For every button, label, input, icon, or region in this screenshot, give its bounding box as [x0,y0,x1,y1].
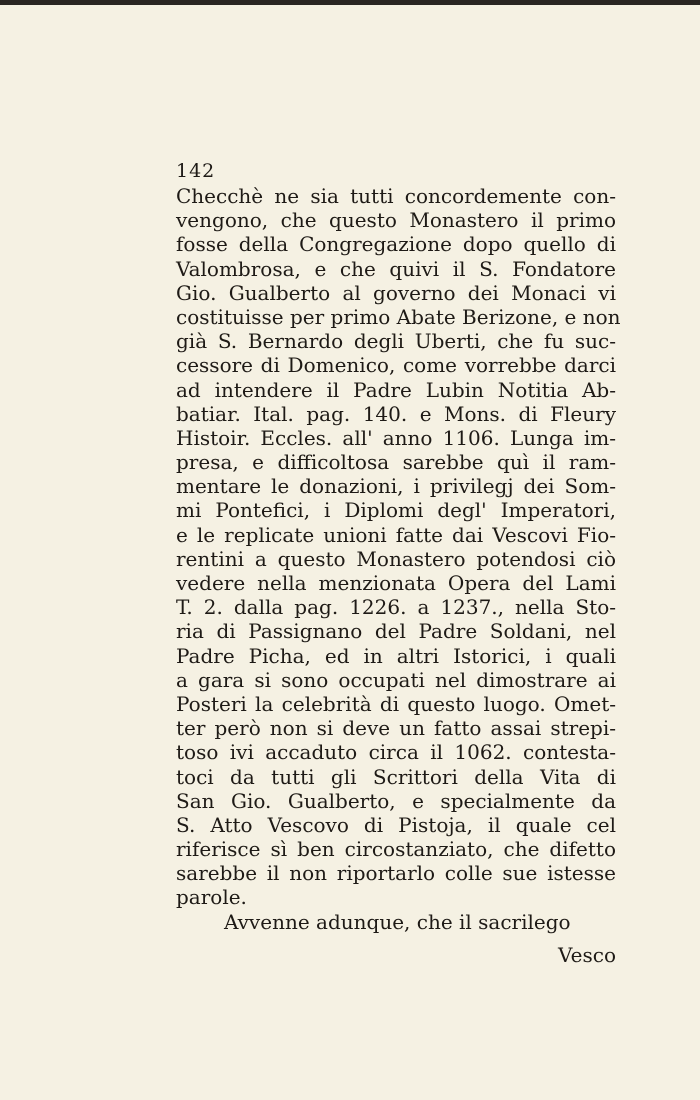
catchword: Vesco [558,943,616,967]
text-line: mentare le donazioni, i privilegj dei Som- [176,474,616,499]
text-line: presa, e difficoltosa sarebbe quì il ram- [176,450,616,475]
text-block [176,184,621,934]
text-line: S. Atto Vescovo di Pistoja, il quale cel [176,812,616,837]
text-line: costituisse per primo Abate Berizone, e non [176,304,621,329]
text-line: Histoir. Eccles. all' anno 1106. Lunga im- [176,425,616,450]
text-line: T. 2. dalla pag. 1226. a 1237., nella Sto- [176,595,616,620]
text-line: ad intendere il Padre Lubin Notitia Ab- [176,377,616,402]
text-line: già S. Bernardo degli Uberti, che fu suc- [176,329,616,354]
text-line: Padre Picha, ed in altri Istorici, i quali [176,643,616,668]
text-line: toso ivi accaduto circa il 1062. contesta- [176,740,616,765]
text-line-new-paragraph: Avvenne adunque, che il sacrilego [224,909,571,934]
text-line: Gio. Gualberto al governo dei Monaci vi [176,280,616,305]
text-line: sarebbe il non riportarlo colle sue istesse [176,861,616,886]
text-line: ria di Passignano del Padre Soldani, nel [176,619,616,644]
text-line: Checchè ne sia tutti concordemente con- [176,184,616,208]
text-line: mi Pontefici, i Diplomi degl' Imperatori, [176,498,616,523]
text-line: a gara si sono occupati nel dimostrare ai [176,667,616,692]
page-number: 142 [176,160,216,182]
text-line: cessore di Domenico, come vorrebbe darci [176,353,616,378]
text-line: rentini a questo Monastero potendosi ciò [176,546,616,571]
text-line: Valombrosa, e che quivi il S. Fondatore [176,256,616,281]
text-line: vedere nella menzionata Opera del Lami [176,571,616,595]
text-line: Posteri la celebrità di questo luogo. Omet- [176,691,616,716]
text-line: riferisce sì ben circostanziato, che difetto [176,837,616,862]
text-line: ter però non si deve un fatto assai strepi- [176,716,616,741]
text-line: toci da tutti gli Scrittori della Vita di [176,764,616,789]
text-line: e le replicate unioni fatte dai Vescovi Fio- [176,522,616,547]
text-line: batiar. Ital. pag. 140. e Mons. di Fleury [176,401,616,426]
text-line-paragraph-end: parole. [176,885,247,910]
text-line: vengono, che questo Monastero il primo [176,208,616,233]
text-line: fosse della Congregazione dopo quello di [176,232,616,257]
text-line: San Gio. Gualberto, e specialmente da [176,788,616,813]
